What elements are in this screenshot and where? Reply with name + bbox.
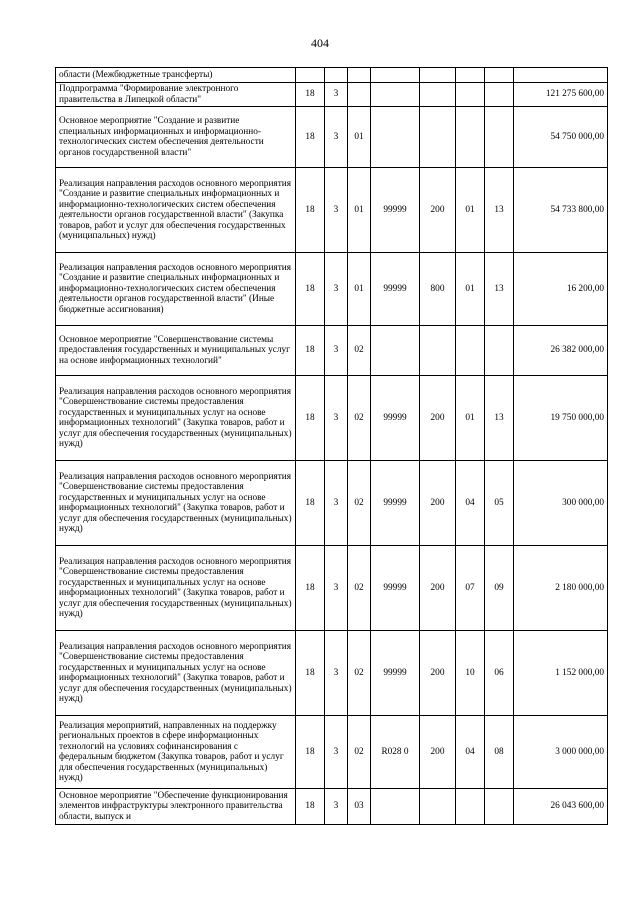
- row-code-cell: 06: [485, 631, 514, 716]
- table-row: [56, 546, 608, 631]
- row-code-cell: 08: [485, 716, 514, 789]
- table-row: [56, 461, 608, 546]
- table-row: [56, 253, 608, 326]
- row-code-cell: 02: [348, 461, 371, 546]
- row-code-cell: [456, 789, 485, 825]
- row-amount-cell: 19 750 000,00: [514, 376, 608, 461]
- row-code-cell: 18: [296, 631, 325, 716]
- row-code-cell: [371, 83, 420, 107]
- row-code-cell: 99999: [371, 376, 420, 461]
- row-code-cell: 3: [325, 253, 348, 326]
- row-name-cell: Реализация направления расходов основного мероприятия "Совершенствование системы предоставления государственных и муниципальных услуг на основе информационных технологий" (Закупка товаров, работ и услуг для обеспечения государственных (муниципальных) нужд): [56, 461, 296, 546]
- row-code-cell: [485, 83, 514, 107]
- row-code-cell: 18: [296, 546, 325, 631]
- row-code-cell: [485, 68, 514, 83]
- row-code-cell: 99999: [371, 546, 420, 631]
- table-row: [56, 107, 608, 168]
- budget-table: [55, 67, 608, 825]
- row-code-cell: 18: [296, 83, 325, 107]
- row-code-cell: 3: [325, 326, 348, 376]
- row-code-cell: [456, 107, 485, 168]
- row-code-cell: 3: [325, 546, 348, 631]
- row-amount-cell: 1 152 000,00: [514, 631, 608, 716]
- row-code-cell: 01: [348, 253, 371, 326]
- row-code-cell: 01: [456, 376, 485, 461]
- row-code-cell: 09: [485, 546, 514, 631]
- row-amount-cell: 26 043 600,00: [514, 789, 608, 825]
- row-name-cell: Реализация направления расходов основного мероприятия "Совершенствование системы предоставления государственных и муниципальных услуг на основе информационных технологий" (Закупка товаров, работ и услуг для обеспечения государственных (муниципальных) нужд): [56, 376, 296, 461]
- row-code-cell: 18: [296, 789, 325, 825]
- row-code-cell: 01: [348, 168, 371, 253]
- row-code-cell: 13: [485, 376, 514, 461]
- row-code-cell: 3: [325, 716, 348, 789]
- table-row: [56, 789, 608, 825]
- table-row: [56, 68, 608, 83]
- row-code-cell: 18: [296, 326, 325, 376]
- row-amount-cell: 300 000,00: [514, 461, 608, 546]
- row-code-cell: 02: [348, 631, 371, 716]
- row-code-cell: [456, 68, 485, 83]
- row-code-cell: [485, 789, 514, 825]
- row-name-cell: Основное мероприятие "Создание и развитие специальных информационных и информационно-технологических систем обеспечения деятельности органов государственной власти": [56, 107, 296, 168]
- row-code-cell: 3: [325, 83, 348, 107]
- row-code-cell: 3: [325, 789, 348, 825]
- row-code-cell: 18: [296, 461, 325, 546]
- row-name-cell: Реализация направления расходов основного мероприятия "Совершенствование системы предоставления государственных и муниципальных услуг на основе информационных технологий" (Закупка товаров, работ и услуг для обеспечения государственных (муниципальных) нужд): [56, 546, 296, 631]
- row-code-cell: [371, 107, 420, 168]
- row-code-cell: 18: [296, 107, 325, 168]
- row-code-cell: 01: [456, 168, 485, 253]
- row-code-cell: 02: [348, 326, 371, 376]
- row-code-cell: 3: [325, 376, 348, 461]
- row-code-cell: 99999: [371, 461, 420, 546]
- row-code-cell: 13: [485, 253, 514, 326]
- table-row: [56, 326, 608, 376]
- row-code-cell: [420, 326, 456, 376]
- row-code-cell: 3: [325, 461, 348, 546]
- row-amount-cell: 121 275 600,00: [514, 83, 608, 107]
- row-name-cell: Реализация направления расходов основного мероприятия "Совершенствование системы предоставления государственных и муниципальных услуг на основе информационных технологий" (Закупка товаров, работ и услуг для обеспечения государственных (муниципальных) нужд): [56, 631, 296, 716]
- row-code-cell: 18: [296, 253, 325, 326]
- row-code-cell: 99999: [371, 631, 420, 716]
- row-code-cell: [296, 68, 325, 83]
- table-row: [56, 631, 608, 716]
- row-name-cell: Реализация мероприятий, направленных на поддержку региональных проектов в сфере информационных технологий на условиях софинансирования с федеральным бюджетом (Закупка товаров, работ и услуг для обеспечения государственных (муниципальных) нужд): [56, 716, 296, 789]
- row-code-cell: 01: [348, 107, 371, 168]
- row-amount-cell: 54 733 800,00: [514, 168, 608, 253]
- row-name-cell: Реализация направления расходов основного мероприятия "Создание и развитие специальных информационных и информационно-технологических систем обеспечения деятельности органов государственной власти" (Закупка товаров, работ и услуг для обеспечения государственных (муниципальных) нужд): [56, 168, 296, 253]
- row-amount-cell: 2 180 000,00: [514, 546, 608, 631]
- row-code-cell: [420, 107, 456, 168]
- row-name-cell: Основное мероприятие "Обеспечение функционирования элементов инфраструктуры электронного правительства области, выпуск и: [56, 789, 296, 825]
- table-row: [56, 83, 608, 107]
- table-row: [56, 376, 608, 461]
- row-code-cell: 07: [456, 546, 485, 631]
- row-code-cell: 200: [420, 376, 456, 461]
- row-amount-cell: 3 000 000,00: [514, 716, 608, 789]
- row-name-cell: Реализация направления расходов основного мероприятия "Создание и развитие специальных информационных и информационно-технологических систем обеспечения деятельности органов государственной власти" (Иные бюджетные ассигнования): [56, 253, 296, 326]
- row-code-cell: [485, 326, 514, 376]
- row-code-cell: 18: [296, 716, 325, 789]
- row-code-cell: [456, 83, 485, 107]
- table-row: [56, 168, 608, 253]
- row-name-cell: Основное мероприятие "Совершенствование системы предоставления государственных и муниципальных услуг на основе информационных технологий": [56, 326, 296, 376]
- row-code-cell: 02: [348, 716, 371, 789]
- row-code-cell: R028 0: [371, 716, 420, 789]
- row-name-cell: области (Межбюджетные трансферты): [56, 68, 296, 83]
- row-code-cell: 200: [420, 168, 456, 253]
- row-code-cell: 02: [348, 376, 371, 461]
- row-code-cell: 800: [420, 253, 456, 326]
- row-code-cell: [371, 789, 420, 825]
- row-code-cell: 01: [456, 253, 485, 326]
- page-number: 404: [311, 36, 329, 50]
- row-code-cell: [371, 68, 420, 83]
- row-code-cell: 200: [420, 461, 456, 546]
- row-code-cell: [371, 326, 420, 376]
- row-code-cell: [420, 68, 456, 83]
- budget-table-body: [56, 68, 608, 825]
- row-code-cell: 200: [420, 716, 456, 789]
- row-code-cell: 18: [296, 376, 325, 461]
- row-code-cell: 99999: [371, 253, 420, 326]
- row-code-cell: [420, 83, 456, 107]
- row-code-cell: 3: [325, 168, 348, 253]
- row-code-cell: [420, 789, 456, 825]
- row-code-cell: [348, 68, 371, 83]
- table-row: [56, 716, 608, 789]
- row-code-cell: 99999: [371, 168, 420, 253]
- row-amount-cell: [514, 68, 608, 83]
- row-code-cell: 3: [325, 107, 348, 168]
- row-code-cell: 04: [456, 716, 485, 789]
- row-code-cell: 03: [348, 789, 371, 825]
- row-code-cell: 18: [296, 168, 325, 253]
- row-code-cell: 200: [420, 546, 456, 631]
- row-code-cell: 05: [485, 461, 514, 546]
- row-code-cell: [456, 326, 485, 376]
- row-code-cell: [485, 107, 514, 168]
- row-code-cell: 13: [485, 168, 514, 253]
- row-code-cell: [325, 68, 348, 83]
- row-code-cell: [348, 83, 371, 107]
- row-code-cell: 200: [420, 631, 456, 716]
- row-amount-cell: 26 382 000,00: [514, 326, 608, 376]
- row-amount-cell: 16 200,00: [514, 253, 608, 326]
- row-code-cell: 02: [348, 546, 371, 631]
- row-code-cell: 04: [456, 461, 485, 546]
- row-code-cell: 3: [325, 631, 348, 716]
- row-code-cell: 10: [456, 631, 485, 716]
- row-name-cell: Подпрограмма "Формирование электронного правительства в Липецкой области": [56, 83, 296, 107]
- row-amount-cell: 54 750 000,00: [514, 107, 608, 168]
